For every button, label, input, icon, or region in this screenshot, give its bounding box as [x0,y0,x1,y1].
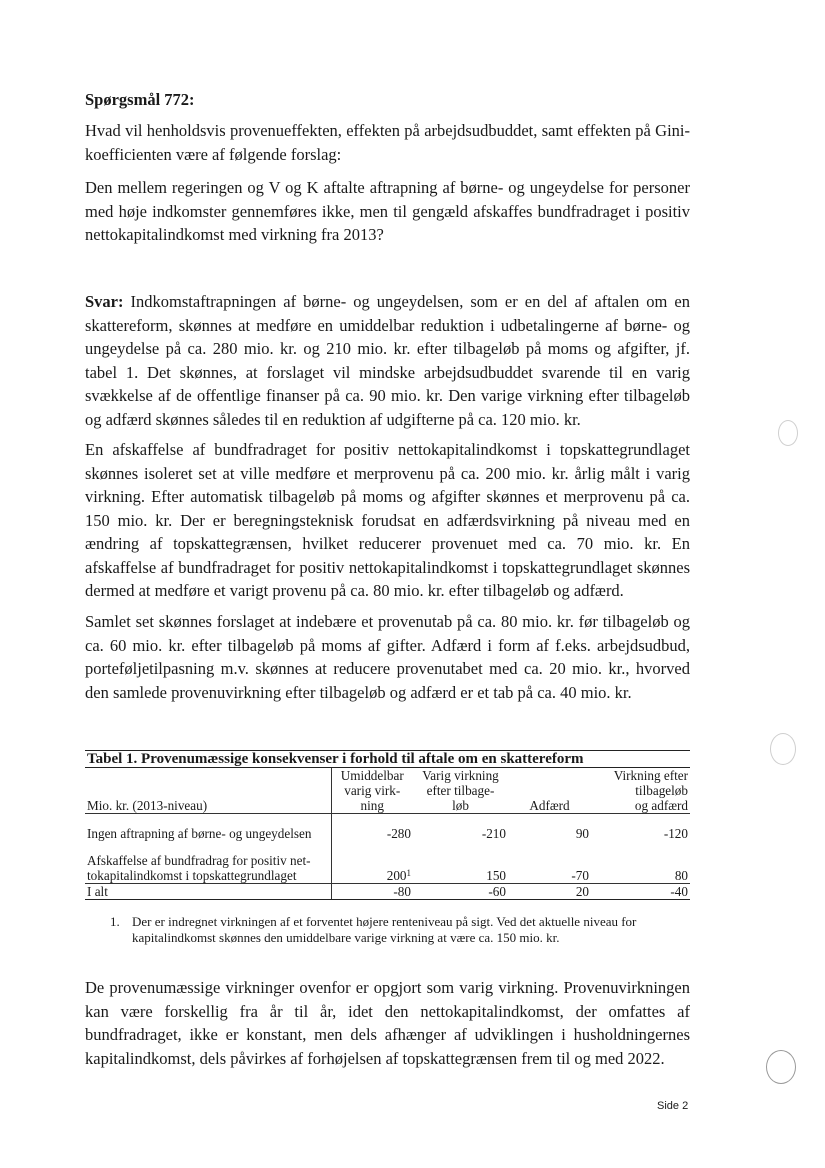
table-row [85,826,690,841]
cell-value: 90 [575,826,589,841]
answer-text-2: En afskaffelse af bundfradraget for positiv nettokapitalindkomst i topskattegrundlaget skønnes isoleret set at ville medføre et merprovenu på ca. 200 mio. kr. årlig målt i varig virkning. Efter automatisk tilbageløb på moms og afgifter skønnes et merprovenu på ca. 150 mio. kr. Der er beregningsteknisk forudsat en adfærdsvirkning på niveau med en ændring af topskattegrænsen, hvilket reducerer provenuet med ca. 70 mio. kr. En afskaffelse af bundfradraget for positiv nettokapitalindkomst i topskattegrundlaget skønnes dermed at medføre et varigt provenu på ca. 80 mio. kr. efter tilbageløb og adfærd. [85,440,690,600]
question-text [85,119,690,166]
col-header-total: Virkning efter [613,768,688,783]
page-number: Side 2 [657,1100,689,1112]
col-header-behavior: Adfærd [508,798,591,814]
table-total-row [85,884,690,900]
col-header-total-2: tilbageløb [635,783,688,798]
answer-paragraph-1 [85,290,690,431]
answer-text-1: Indkomstaftrapningen af børne- og ungeydelsen, som er en del af aftalen om en skattereform, skønnes at medføre en umiddelbar reduktion i udbetalingerne af børne- og ungeydelse på ca. 280 mio. kr. og 210 mio. kr. efter tilbageløb på moms og afgifter, jf. tabel 1. Det skønnes, at forslaget vil mindske arbejdsudbuddet svarende til en varig svækkelse af de offentlige finanser på ca. 90 mio. kr. Den varige virkning efter tilbageløb og adfærd skønnes således til en reduktion af udgifterne på ca. 120 mio. kr. [85,292,690,429]
cell-value: 80 [674,868,688,883]
table-footnote [110,914,685,946]
row-label: Afskaffelse af bundfradrag for positiv net- [87,853,311,868]
closing-paragraph [85,976,690,1070]
col-header-immediate: Umiddelbar [331,768,413,784]
question-proposal [85,176,690,247]
answer-paragraph-2 [85,438,690,603]
row-label: Ingen aftrapning af børne- og ungeydelsen [87,826,312,841]
answer-paragraph-3 [85,610,690,704]
footnote-text: Der er indregnet virkningen af et forventet højere renteniveau på sigt. Ved det aktuelle niveau for kapitalindkomst skønnes den umiddelbare varige virkning at være ca. 150 mio. kr. [132,914,637,945]
col-header-immediate-3: ning [331,798,413,814]
cell-value: -70 [571,868,589,883]
answer-lead: Svar: [85,292,124,311]
punch-hole-mark [766,1050,796,1084]
col-header-lasting: Varig virkning [422,768,499,783]
col-header-total-3: og adfærd [591,798,690,814]
cell-value: $200^1$ [331,868,413,884]
question-paragraph: Hvad vil henholdsvis provenueffekten, effekten på arbejdsudbuddet, samt effekten på Gini-koefficienten være af følgende forslag: [85,121,690,164]
cell-value: -80 [331,884,413,900]
unit-label: Mio. kr. (2013-niveau) [85,798,331,814]
closing-text: De provenumæssige virkninger ovenfor er opgjort som varig virkning. Provenuvirkningen kan være forskellig fra år til år, idet den nettokapitalindkomst, der omfattes af bundfradraget, ikke er konstant, men dels afhænger af udviklingen i husholdningernes kapitalindkomst, dels påvirkes af forhøjelsen af topskattegrænsen frem til og med 2022. [85,978,690,1068]
col-header-lasting-3: løb [413,798,508,814]
cell-value: -120 [663,826,688,841]
footnote-marker: 1 [406,868,411,878]
effects-table [85,750,690,900]
cell-value: 150 [486,868,506,883]
punch-hole-mark [770,733,796,765]
cell-value: -60 [413,884,508,900]
footnote-number: 1. [110,914,120,929]
cell-value: -280 [331,826,413,841]
row-label-cont: tokapitalindkomst i topskattegrundlaget [87,868,297,883]
col-header-immediate-2: varig virk- [331,783,413,798]
answer-text-3: Samlet set skønnes forslaget at indebære et provenutab på ca. 80 mio. kr. før tilbageløb og ca. 60 mio. kr. efter tilbageløb på moms af gifter. Adfærd i form af f.eks. arbejdsudbud, porteføljetilpasning m.v. skønnes at reducere provenutabet med ca. 20 mio. kr., hvorved den samlede provenuvirkning efter tilbageløb og adfærd er et tab på ca. 40 mio. kr. [85,612,690,702]
table-row [85,868,690,884]
proposal-paragraph: Den mellem regeringen og V og K aftalte aftrapning af børne- og ungeydelse for personer med høje indkomster gennemføres ikke, men til gengæld afskaffes bundfradraget i positiv nettokapitalindkomst med virkning fra 2013? [85,178,690,244]
punch-hole-mark [778,420,798,446]
cell-value: -40 [591,884,690,900]
total-label: I alt [85,884,331,900]
cell-value: 20 [508,884,591,900]
col-header-lasting-2: efter tilbage- [426,783,495,798]
table-title: Tabel 1. Provenumæssige konsekvenser i forhold til aftale om en skattereform [85,751,690,768]
question-title: Spørgsmål 772: [85,90,195,109]
cell-value: -210 [481,826,506,841]
